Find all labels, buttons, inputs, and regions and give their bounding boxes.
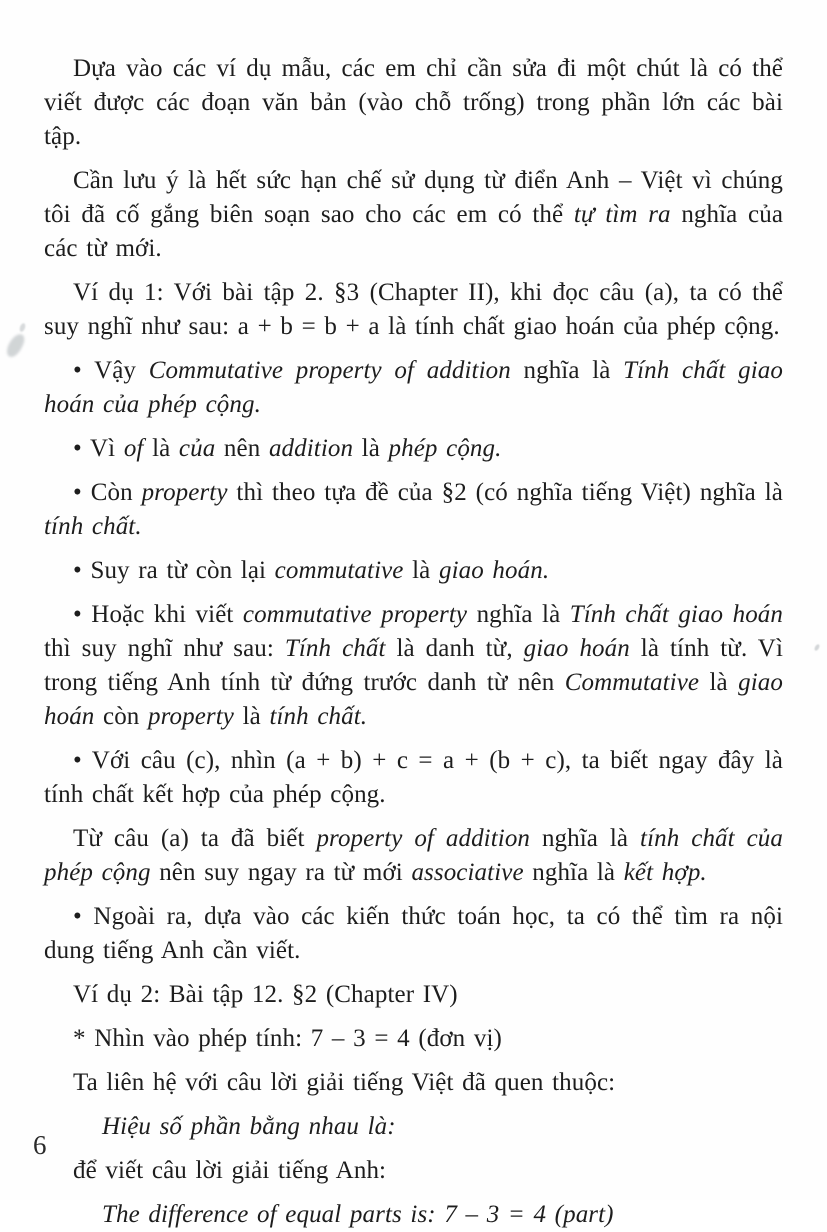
- bullet-paragraph: • Hoặc khi viết commutative property nghĩa là Tính chất giao hoán thì suy nghĩ như sau: Tính chất là danh từ, giao hoán là tính từ. Vì trong tiếng Anh tính từ đứng trước danh từ nên Commutative là giao hoán còn property là tính chất.: [44, 601, 783, 730]
- text-column: [44, 52, 783, 1232]
- bullet-paragraph: • Suy ra từ còn lại commutative là giao hoán.: [73, 557, 550, 584]
- paragraph: Dựa vào các ví dụ mẫu, các em chỉ cần sửa đi một chút là có thể viết được các đoạn văn bản (vào chỗ trống) trong phần lớn các bài tập.: [44, 55, 783, 150]
- paragraph: để viết câu lời giải tiếng Anh:: [73, 1157, 387, 1184]
- page-number: 6: [33, 1130, 47, 1160]
- paragraph: Ví dụ 1: Với bài tập 2. §3 (Chapter II), khi đọc câu (a), ta có thể suy nghĩ như sau: a + b = b + a là tính chất giao hoán của phép cộng.: [44, 279, 783, 340]
- scan-smudge: [19, 322, 27, 332]
- bullet-paragraph: • Còn property thì theo tựa đề của §2 (có nghĩa tiếng Việt) nghĩa là tính chất.: [44, 479, 783, 540]
- paragraph: * Nhìn vào phép tính: 7 – 3 = 4 (đơn vị): [73, 1025, 502, 1052]
- scan-speck: [814, 643, 821, 651]
- paragraph: Ta liên hệ với câu lời giải tiếng Việt đã quen thuộc:: [73, 1069, 616, 1096]
- paragraph: Ví dụ 2: Bài tập 12. §2 (Chapter IV): [73, 981, 458, 1008]
- bullet-paragraph: • Với câu (c), nhìn (a + b) + c = a + (b + c), ta biết ngay đây là tính chất kết hợp của phép cộng.: [44, 747, 783, 808]
- scan-smudge: [4, 331, 27, 359]
- paragraph: Cần lưu ý là hết sức hạn chế sử dụng từ điển Anh – Việt vì chúng tôi đã cố gắng biên soạn sao cho các em có thể tự tìm ra nghĩa của các từ mới.: [44, 167, 784, 262]
- paragraph: Từ câu (a) ta đã biết property of addition nghĩa là tính chất của phép cộng nên suy ngay ra từ mới associative nghĩa là kết hợp.: [44, 825, 783, 886]
- bullet-paragraph: • Ngoài ra, dựa vào các kiến thức toán học, ta có thể tìm ra nội dung tiếng Anh cần viết.: [44, 903, 783, 964]
- bullet-paragraph: • Vậy Commutative property of addition nghĩa là Tính chất giao hoán của phép cộng.: [44, 357, 783, 418]
- quote-line: Hiệu số phần bằng nhau là:: [102, 1113, 396, 1140]
- bullet-paragraph: • Vì of là của nên addition là phép cộng.: [73, 435, 502, 462]
- quote-line: The difference of equal parts is: 7 – 3 = 4 (part): [102, 1201, 614, 1228]
